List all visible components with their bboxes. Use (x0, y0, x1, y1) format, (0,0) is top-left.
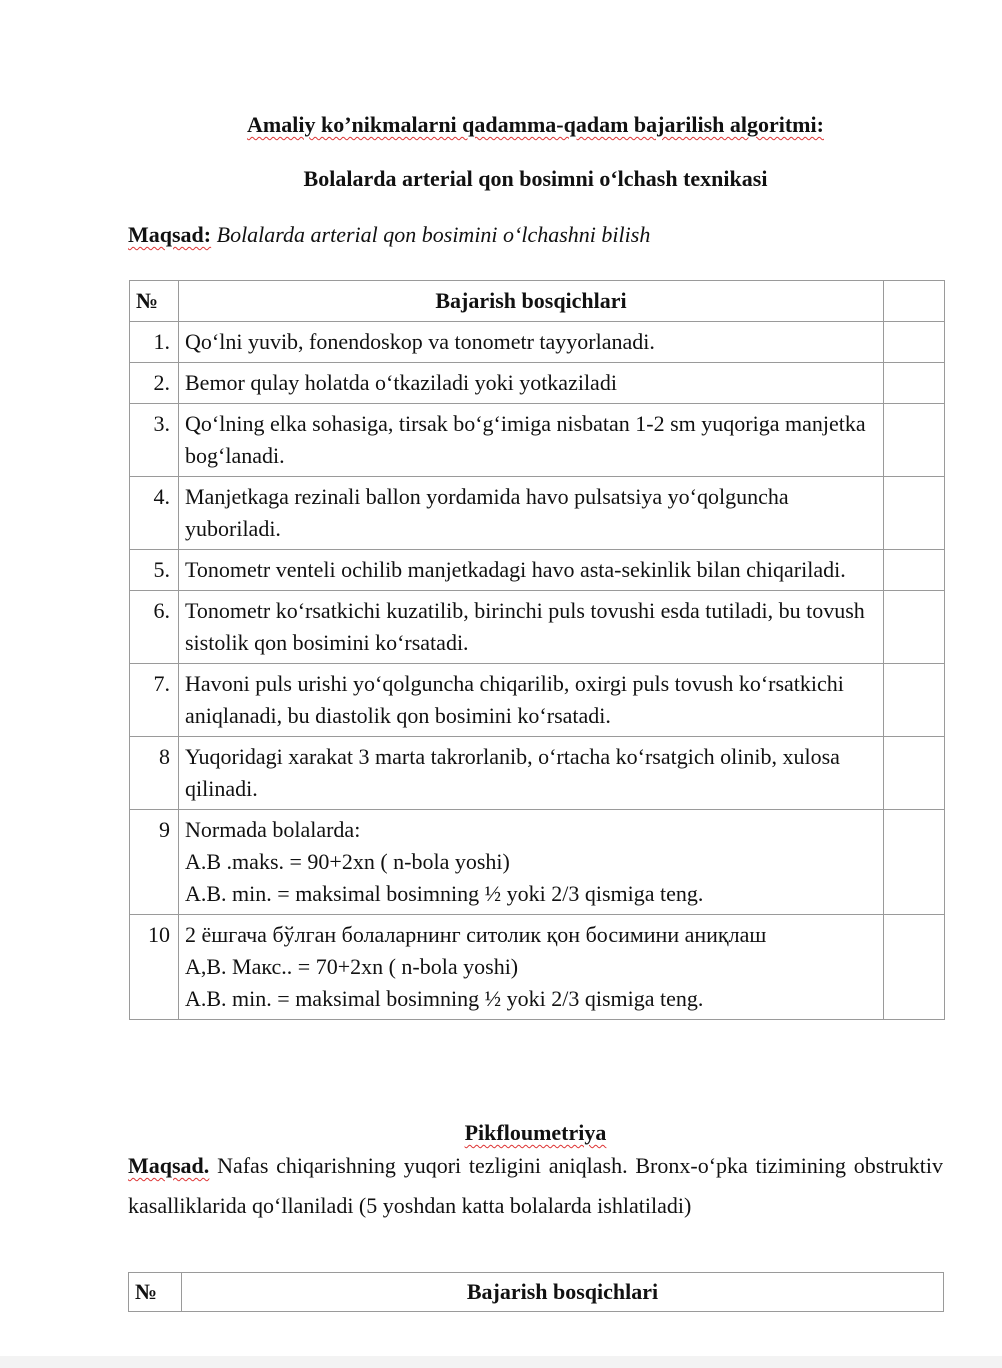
page-bottom-edge (0, 1356, 1002, 1368)
step-line: A.B. min. = maksimal bosimning ½ yoki 2/3 qismiga teng. (185, 881, 704, 906)
steps-body (130, 322, 945, 1020)
step-line: Qo‘lning elka sohasiga, tirsak bo‘g‘imiga nisbatan 1-2 sm yuqoriga manjetka bog‘lanadi. (185, 411, 866, 468)
step-number: 3. (130, 404, 179, 477)
header-steps: Bajarish bosqichlari (179, 281, 884, 322)
step-empty-cell (884, 404, 945, 477)
step-description (179, 322, 884, 363)
step-description (179, 915, 884, 1020)
step-line: Yuqoridagi xarakat 3 marta takrorlanib, o‘rtacha ko‘rsatgich olinib, xulosa qilinadi. (185, 744, 840, 801)
section2-goal-paragraph (128, 1146, 943, 1226)
step-description (179, 404, 884, 477)
step-description (179, 591, 884, 664)
step-line: A.B. min. = maksimal bosimning ½ yoki 2/3 qismiga teng. (185, 986, 704, 1011)
step-line: 2 ёшгача бўлган болаларнинг ситолик қон босимини аниқлаш (185, 922, 767, 947)
step-line: Manjetkaga rezinali ballon yordamida havo pulsatsiya yo‘qolguncha yuboriladi. (185, 484, 789, 541)
title-text: Amaliy ko’nikmalarni qadamma-qadam bajarilish algoritmi: (247, 112, 824, 137)
step-line: Tonometr ko‘rsatkichi kuzatilib, birinchi puls tovushi esda tutiladi, bu tovush sistolik qon bosimini ko‘rsatadi. (185, 598, 865, 655)
step-number: 6. (130, 591, 179, 664)
section-title-pikfloumetriya (128, 1120, 943, 1146)
step-line: Normada bolalarda: (185, 817, 361, 842)
step-line: Qo‘lni yuvib, fonendoskop va tonometr tayyorlanadi. (185, 329, 655, 354)
step-line: Tonometr venteli ochilib manjetkadagi havo asta-sekinlik bilan chiqariladi. (185, 557, 846, 582)
step-empty-cell (884, 322, 945, 363)
subtitle-text: Bolalarda arterial qon bosimni o‘lchash texnikasi (303, 166, 768, 191)
goal-text: Bolalarda arterial qon bosimini o‘lchashni bilish (211, 222, 651, 247)
step-number: 10 (130, 915, 179, 1020)
document-subtitle (128, 166, 943, 192)
step-description (179, 477, 884, 550)
table-row (130, 404, 945, 477)
table2-header-number: № (129, 1273, 182, 1312)
step-empty-cell (884, 550, 945, 591)
step-description (179, 550, 884, 591)
steps-table (129, 280, 945, 1020)
step-empty-cell (884, 477, 945, 550)
table-row (130, 363, 945, 404)
table-row (130, 322, 945, 363)
header-number: № (130, 281, 179, 322)
table-header-row (130, 281, 945, 322)
step-number: 1. (130, 322, 179, 363)
document-title (128, 112, 943, 138)
step-description (179, 363, 884, 404)
steps-table-2 (128, 1272, 944, 1312)
goal-paragraph (128, 222, 943, 248)
step-number: 7. (130, 664, 179, 737)
step-number: 8 (130, 737, 179, 810)
step-empty-cell (884, 915, 945, 1020)
step-line: A,B. Макс.. = 70+2xn ( n-bola yoshi) (185, 954, 519, 979)
step-empty-cell (884, 591, 945, 664)
step-number: 9 (130, 810, 179, 915)
table2-header-steps: Bajarish bosqichlari (181, 1273, 943, 1312)
table-row (130, 664, 945, 737)
section-title-text: Pikfloumetriya (464, 1120, 607, 1145)
table-row (130, 737, 945, 810)
section2-goal-label: Maqsad. (128, 1153, 210, 1178)
step-number: 4. (130, 477, 179, 550)
table-row (130, 477, 945, 550)
step-number: 2. (130, 363, 179, 404)
step-description (179, 810, 884, 915)
step-line: Havoni puls urishi yo‘qolguncha chiqarilib, oxirgi puls tovush ko‘rsatkichi aniqlanadi, bu diastolik qon bosimini ko‘rsatadi. (185, 671, 844, 728)
step-line: Bemor qulay holatda o‘tkaziladi yoki yotkaziladi (185, 370, 617, 395)
table-row (130, 550, 945, 591)
step-empty-cell (884, 810, 945, 915)
header-empty (884, 281, 945, 322)
step-description (179, 664, 884, 737)
table2-header-row (129, 1273, 944, 1312)
goal-label: Maqsad: (128, 222, 212, 247)
step-empty-cell (884, 664, 945, 737)
step-empty-cell (884, 737, 945, 810)
table-row (130, 915, 945, 1020)
section2-goal-text: Nafas chiqarishning yuqori tezligini aniqlash. Bronx-o‘pka tizimining obstruktiv kasalliklarida qo‘llaniladi (5 yoshdan katta bolalarda ishlatiladi) (128, 1153, 943, 1218)
table-row (130, 810, 945, 915)
table-row (130, 591, 945, 664)
step-line: A.B .maks. = 90+2xn ( n-bola yoshi) (185, 849, 510, 874)
step-empty-cell (884, 363, 945, 404)
step-number: 5. (130, 550, 179, 591)
step-description (179, 737, 884, 810)
